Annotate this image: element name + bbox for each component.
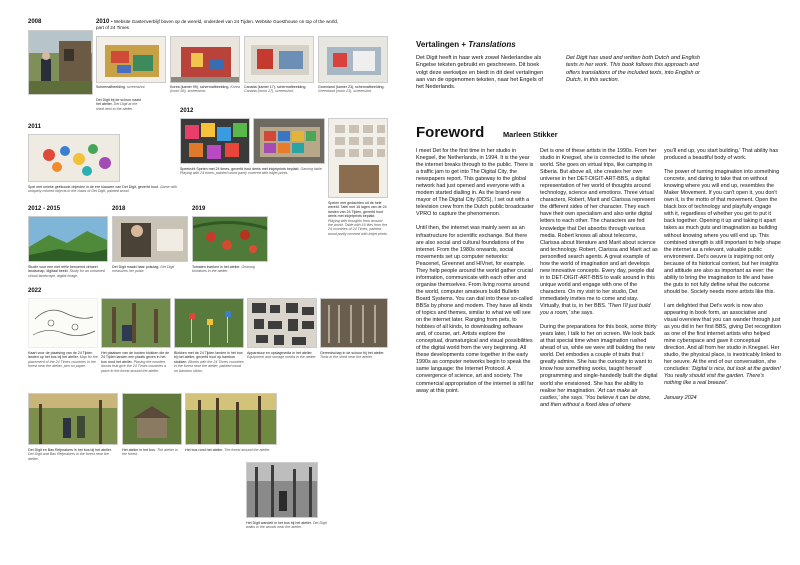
caption-2019: Tomaten kweken in het atelier. Growing tomatoes in the atelier. <box>192 265 255 274</box>
caption-2008: Det Digit bij de schuur naast het atelier. Det Digit at the shed next to the atelier. <box>96 98 141 111</box>
year-2012-2015: 2012 - 2015 <box>28 206 61 212</box>
foreword-column-2 <box>540 148 658 416</box>
caption-2012-thoughts: Spelen met gedachten uit de hele wereld. Tafel met 16 lagen van de 24 landen van 24 Tijden, geverfd hout deels met inkjetprints beplakt. Playing with thoughts from around the world. Table with 16 tiles from the 24 countries of 24 Times, painted wood partly covered with inkjet prints. <box>328 201 388 236</box>
translations-heading: Vertalingen + Translations <box>416 40 516 49</box>
year-2018: 2018 <box>112 206 126 212</box>
foreword-title: Foreword <box>416 124 485 141</box>
col3-para-3: I am delighted that Det's work is now also appearing in book form, an associative and visual overview that you can wander through just as you did in her first BBS, giving Det recognition as one of the first internet artists who helped mine cyberspace and gave it conceptual direction. And all from her studio in Knegsel. Her studio, the physical place, is inextricably linked to her oeuvre. At the end of our conversation, she concludes: 'Digital is nice, but look at the garden! You really should visit the garden. There's nothing like a real breezel'. <box>664 302 782 387</box>
photo-2008-shed <box>28 30 93 95</box>
caption-2010-1: Schermafbeelding. screenshot. <box>96 85 146 89</box>
caption-2022-map: Kaart voor de plaatsing van de 24 Tijden landen op het bos bij het atelier. Map for the placement of the 24 Times countries in the forest near the atelier, pen on paper. <box>28 351 98 369</box>
photo-2010-screenshot-greenland <box>318 36 388 83</box>
caption-2012-gaming-table: Speelruht Spelen met 24 times, geverfd hout deels met inkjetprints beplakt. Gaming table Playing with 24 times, painted wood partly covered with inkjet prints. <box>180 167 322 176</box>
photo-2010-screenshot-canada <box>244 36 314 83</box>
caption-2022-det-bas: Det Digit en Bas Reijmakers in het bos bij het atelier. Det Digit and Bas Reijmakers in the forest near the atelier. <box>28 448 112 461</box>
photo-2022-forest <box>185 393 277 445</box>
caption-2011: Spel met unieke geëkoode objecten in de ere klauwen van Det Digit, geverfd hout. Game with uniquely colored objects in the claws of Det Digit, painted wood. <box>28 185 178 194</box>
caption-2010-greenland: Groenland (kamer 23), schermafbeelding. Greenland (room 23), screenshot. <box>318 85 385 94</box>
photo-2011-game <box>28 134 120 182</box>
photo-2010-screenshot-korea <box>170 36 240 83</box>
photo-2022-walk-bw <box>246 462 318 518</box>
foreword-author: Marleen Stikker <box>503 130 558 139</box>
year-2012: 2012 <box>180 108 194 114</box>
foreword-date: January 2024 <box>664 394 697 401</box>
photo-2022-placing-blocks <box>101 298 171 348</box>
translations-intro-nl: Det Digit heeft in haar werk zowel Nederlandse als Engelse teksten gebruikt en geschreven. Dit boek volgt deze werkwijze en biedt in dit deel vertalingen aan van de opgenomen teksten, naar het Engels of het Nederlands. <box>416 55 544 91</box>
year-2010: 2010 • Website Gastenverblijf boven op de wereld, onderdeel van 24 Tijden. Website Guesthouse on top of the world, part of 24 Times <box>96 19 339 30</box>
photo-2012-gaming-table <box>180 118 250 164</box>
year-2019: 2019 <box>192 206 206 212</box>
year-2022: 2022 <box>28 288 42 294</box>
photo-2010-screenshot-1 <box>96 36 166 83</box>
caption-2022-placing: Het plaatsen van de houten blokken die de 24 Tijden landen een plaats geven in het bos rond het atelier. Placing the wooden blocks that give the 24 Times countries a place in the forest around the atelier. <box>101 351 170 373</box>
photo-2022-blocks-forest <box>174 298 244 348</box>
caption-2010-korea: Korea (kamer 99), schermafbeelding. Korea (room 99), screenshot. <box>170 85 240 94</box>
caption-2022-equipment: Apparatuur en opslagmedia in het atelier. Equipment and storage media in the atelier. <box>247 351 317 360</box>
caption-2022-atelier: Het atelier in het bos. The atelier in the forest. <box>122 448 178 457</box>
caption-2010-canada: Canada (kamer 17), schermafbeelding. Canada (room 17), screenshot. <box>244 85 307 94</box>
photo-2022-atelier-forest <box>122 393 182 445</box>
col2-para-2: During the preparations for this book, some thirty years later, I talk to her on screen. We look back at that special time when imagination rushed ahead of us, while we were still building the new world. Det embodies a couple of traits that I greatly admire. She has the curiosity to want to know how something works, taught herself programming and single-handedly built the digital world she envisioned. She has the ability to realise her imagination. 'Art can make air castles,' she says. 'You believe it can be done, and then without a fixed idea of where <box>540 324 658 408</box>
col2-para-1: Det is one of these artists in the 1990s. From her studio in Knegsel, she is connected to the whole world. She goes on virtual trips, like camping in Siberia. But above all, she creates her own universe in her DET-DIGIT-ART-BBS, a digital representation of her world of thoughts around technology, science and emotions. Three virtual characters, Robert, Marit and Clarissa represent the different sides of her character. They each have their own specialism and also write digital letters to each other. The characters are fed knowledge that Det absorbs through various media. Robert knows all about telecoms, Clarissa about literature and Marit about science and technology. Robert, Clarissa and Marit act as personified search agents. A great example of how the world of imagination and art develops new innovative concepts. Every day, people dial in to DET-DIGIT-ART-BBS to walk around in this unique world and engage with one of the characters. On my visit to her studio, Det immediately invites me to come and stay. Virtually, that is, in her BBS. 'Then I'll just build you a room,' she says. <box>540 148 658 317</box>
caption-2012-2015: Studie voor een niet reële benoemd virtueel landschap, digitaal beeld. Study for an unnamed virtual landscape, digital image. <box>28 265 105 278</box>
foreword-column-1: I meet Det for the first time in her studio in Knegsel, the Netherlands, in 1994. It is the year the internet breaks through to the public. There is a traffic jam to get into The Digital City, the newspapers report. This gateway to the global network had just opened and everyone with a modem started dialling in. As the brand-new mayor of The Digital City (DDS), I set out with a television crew from the Dutch public broadcaster VPRO to capture the phenomenon. Until then, the internet was mainly seen as an infrastructure for scientific exchange. But there are also social and cultural foundations of the internet. From the 1980s onwards, social movements set up computer networks: Peacenet, Greennet and HIVnet, for example. They help people around the world gather crucial information, communicate with each other and organise themselves. From living rooms around the world, computer amateurs build Bulletin Board Systems. You can dial into these so-called BBSs by phone and modem. They have all kinds of topics and themes, similar to what we will see on the internet later. Ranging from pets, to hobbies of all kinds, to downloading software and, of course, art. Artists explore the conceptual, dramaturgical and visual possibilities of the digital world from the very beginning. All these developments come together in the early 1990s as computer networks begin to speak the same language: the Internet Protocol. A convergence of science, art and society. The commercial appropriation of the internet is still far away at this point. <box>416 148 534 394</box>
caption-2022-tools: Gereedschap in de schuur bij het atelier. Tools in the shed near the atelier. <box>320 351 385 360</box>
photo-2012-table-tiles <box>253 118 325 164</box>
photo-2022-det-bas <box>28 393 118 445</box>
translations-intro-en: Det Digit has used and written both Dutch and English texts in her work. This book follows this approach and offers translations of the included texts, into English or Dutch, in this section. <box>566 55 701 83</box>
caption-2018: Det Digit maakt haar polsdag. Det Digit measures her pulse. <box>112 265 175 274</box>
year-2008: 2008 <box>28 19 42 25</box>
photo-2022-map <box>28 298 98 348</box>
photo-2012-wall <box>328 118 388 198</box>
photo-2012-2015-landscape <box>28 216 108 262</box>
caption-2022-forest: Het bos rond het atelier. The forest around the atelier. <box>185 448 271 452</box>
photo-2019-tomatoes <box>192 216 268 262</box>
foreword-column-3: you'll end up, you start building.' That ability has produced a beautiful body of work. The power of turning imagination into something concrete, and daring to take that on without knowing where you will end up, resembles the Maker Movement. If you can't open it, you don't own it, is the motto of that movement. Open the black box of technology and playfully engage with it, regardless of whether you get to put it back together. Opening it up and taking it apart takes as much guts and imagination as building without knowing where you will end up. This combined strength is still important to help shape the internet as a relevant, valuable public environment. Det's oeuvre is inspiring not only because of its historical context, but her insights and attitude are also as important as ever: the ability to bring the imagination to life and have the guts to not fully define what the outcome should be. Society needs more artists like this. I am delighted that Det's work is now also appearing in book form, an associative and visual overview that you can wander through just as you did in her first BBS, giving Det recognition as one of the first internet artists who helped mine cyberspace and gave it conceptual direction. And all from her studio in Knegsel. Her studio, the physical place, is inextricably linked to her oeuvre. At the end of our conversation, she concludes: 'Digital is nice, but look at the garden! You really should visit the garden. There's nothing like a real breezel'. January 2024 <box>664 148 782 401</box>
caption-2022-blocks: Blokken met de 24 Tijden landen in het bos bij het atelier, geverfd hout op bamboe stokken. Blocks with the 24 Times countries in the forest near the atelier, painted wood on bamboo sticks. <box>174 351 244 373</box>
photo-2018-pulse <box>112 216 188 262</box>
photo-2022-equipment <box>247 298 317 348</box>
photo-2022-tools <box>320 298 388 348</box>
caption-2022-walk: Het Digit wandelt in het bos bij het atelier. Det Digit walks in the woods near the atelier. <box>246 521 327 530</box>
year-2011: 2011 <box>28 124 42 130</box>
